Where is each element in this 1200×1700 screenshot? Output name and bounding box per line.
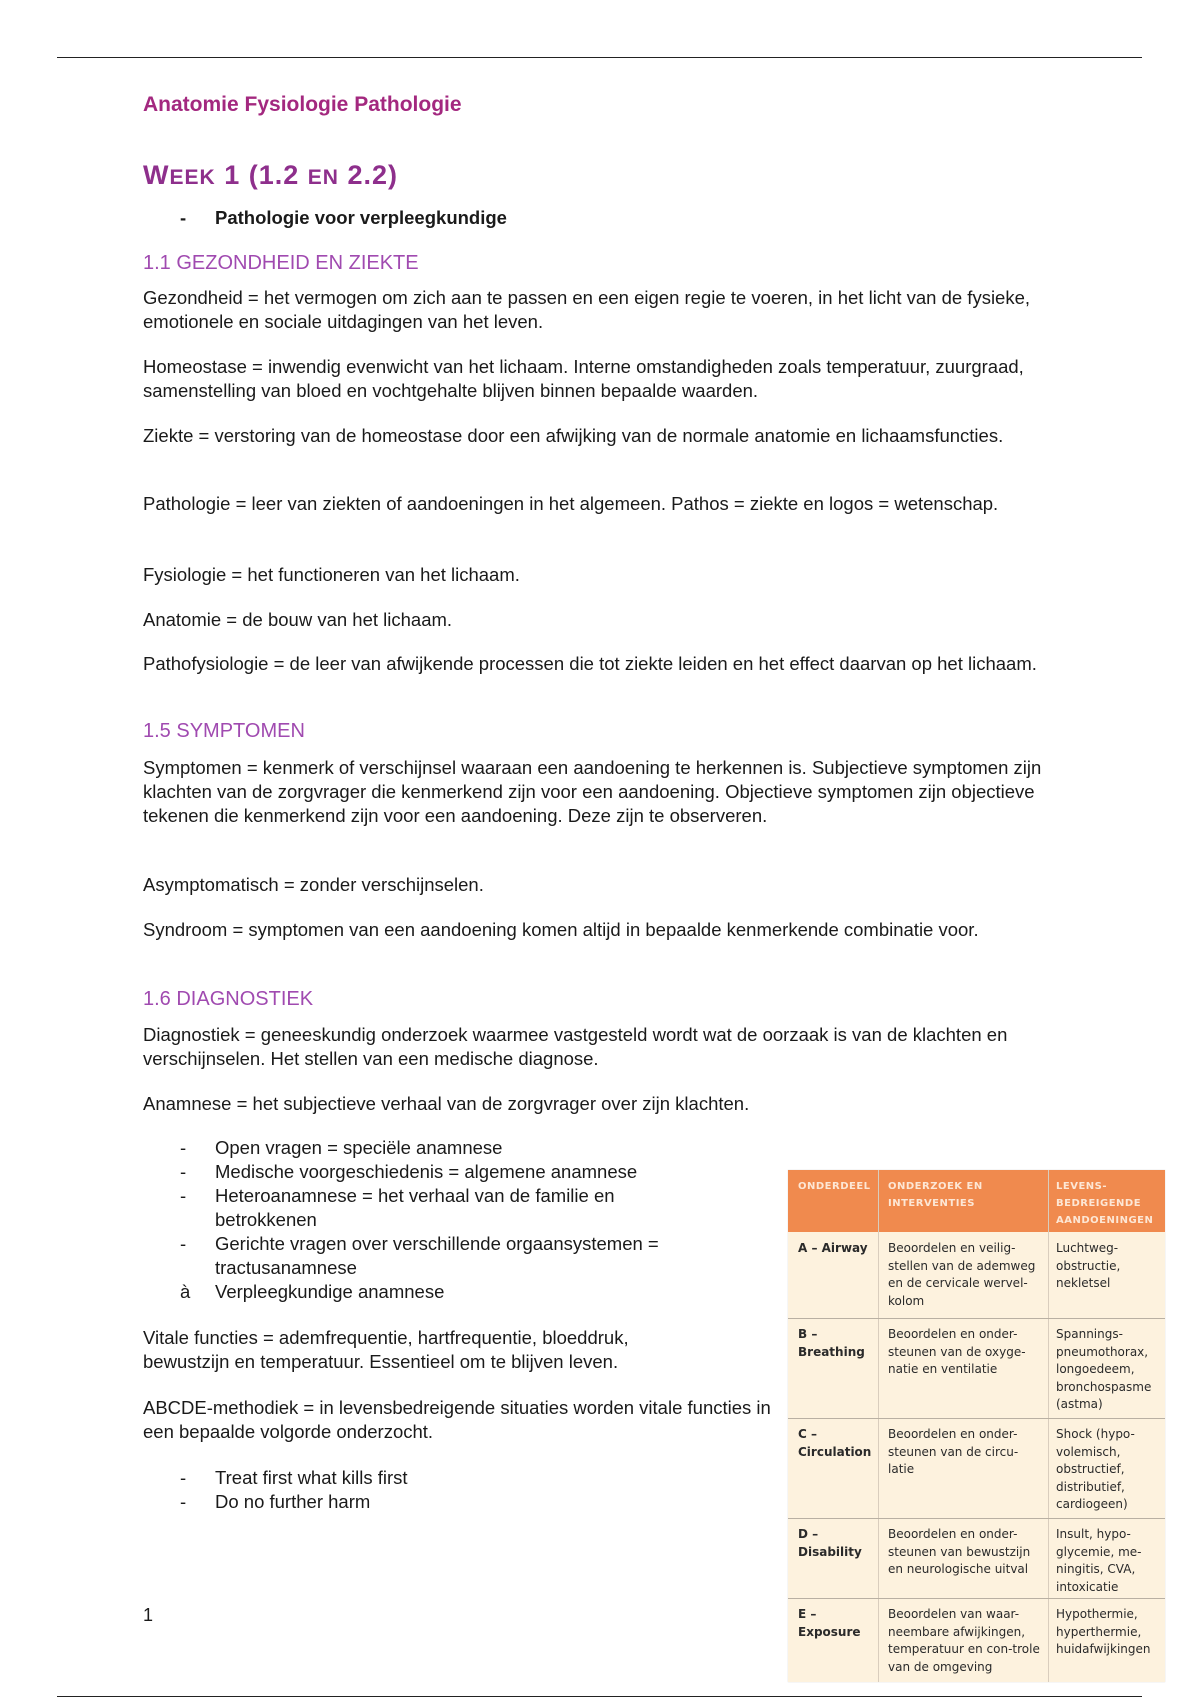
table-cell: Beoordelen en onder-steunen van bewustzijn en neurologische uitval — [888, 1527, 1031, 1576]
table-header-cell: ONDERDEEL — [798, 1181, 871, 1192]
paragraph-symptomen: Symptomen = kenmerk of verschijnsel waaraan een aandoening te herkennen is. Subjectieve symptomen zijn klachten van de zorgvrager die kenmerkend zijn voor een aandoening. Objectieve symptomen zijn objectieve tekenen die kenmerkend zijn voor een aandoening. Deze zijn te observeren. — [143, 757, 1042, 826]
table-cell: Luchtweg-obstructie, nekletsel — [1056, 1241, 1121, 1290]
table-cell: Shock (hypo-volemisch, obstructief, distributief, cardiogeen) — [1056, 1427, 1135, 1511]
table-cell: A – Airway — [798, 1241, 868, 1255]
table-cell: Spannings-pneumothorax, longoedeem, bronchospasme (astma) — [1056, 1327, 1152, 1411]
paragraph-pathofysiologie: Pathofysiologie = de leer van afwijkende processen die tot ziekte leiden en het effect daarvan op het lichaam. — [143, 653, 1037, 674]
paragraph-fysiologie: Fysiologie = het functioneren van het lichaam. — [143, 564, 520, 585]
table-cell: Hypothermie, hyperthermie, huidafwijkingen — [1056, 1607, 1151, 1656]
paragraph-homeostase: Homeostase = inwendig evenwicht van het lichaam. Interne omstandigheden zoals temperatuur, zuurgraad, samenstelling van bloed en vochtgehalte blijven binnen bepaalde waarden. — [143, 356, 1024, 401]
table-row — [788, 1518, 1165, 1598]
paragraph-anamnese: Anamnese = het subjectieve verhaal van de zorgvrager over zijn klachten. — [143, 1093, 750, 1114]
paragraph-syndroom: Syndroom = symptomen van een aandoening komen altijd in bepaalde kenmerkende combinatie voor. — [143, 919, 979, 940]
table-header — [788, 1170, 1165, 1232]
table-header-cell: ONDERZOEK EN INTERVENTIES — [888, 1181, 983, 1209]
table-cell: Beoordelen en onder-steunen van de oxyge-natie en ventilatie — [888, 1327, 1026, 1376]
abcde-table — [788, 1170, 1165, 1682]
paragraph-anatomie: Anatomie = de bouw van het lichaam. — [143, 609, 453, 630]
table-cell: D – Disability — [798, 1527, 862, 1559]
table-cell: Beoordelen en onder-steunen van de circu-latie — [888, 1427, 1019, 1476]
section-heading-gezondheid: 1.1 GEZONDHEID EN ZIEKTE — [143, 252, 419, 274]
paragraph-asymptomatisch: Asymptomatisch = zonder verschijnselen. — [143, 874, 484, 895]
table-cell: Beoordelen en veilig-stellen van de ademweg en de cervicale wervel-kolom — [888, 1241, 1036, 1308]
table-row — [788, 1598, 1165, 1682]
page-number: 1 — [143, 1605, 154, 1625]
table-cell: C – Circulation — [798, 1427, 872, 1459]
document-title: Anatomie Fysiologie Pathologie — [143, 93, 462, 116]
section-heading-diagnostiek: 1.6 DIAGNOSTIEK — [143, 988, 314, 1010]
header-rule — [57, 57, 1142, 58]
paragraph-vitale-functies: Vitale functies = ademfrequentie, hartfrequentie, bloeddruk, bewustzijn en temperatuur. Essentieel om te blijven leven. — [143, 1327, 629, 1372]
table-row — [788, 1318, 1165, 1418]
table-header-cell: LEVENS-BEDREIGENDE AANDOENINGEN — [1056, 1181, 1154, 1226]
week-heading: WEEK 1 (1.2 EN 2.2) — [143, 160, 398, 190]
paragraph-ziekte: Ziekte = verstoring van de homeostase door een afwijking van de normale anatomie en lichaamsfuncties. — [143, 425, 1004, 446]
paragraph-gezondheid: Gezondheid = het vermogen om zich aan te passen en een eigen regie te voeren, in het licht van de fysieke, emotionele en sociale uitdagingen van het leven. — [143, 287, 1031, 332]
footer-rule — [57, 1696, 1142, 1697]
table-cell: Beoordelen van waar-neembare afwijkingen, temperatuur en con-trole van de omgeving — [888, 1607, 1040, 1674]
section-heading-symptomen: 1.5 SYMPTOMEN — [143, 720, 305, 742]
paragraph-pathologie: Pathologie = leer van ziekten of aandoeningen in het algemeen. Pathos = ziekte en logos = wetenschap. — [143, 493, 999, 514]
table-cell: E – Exposure — [798, 1607, 861, 1639]
table-row — [788, 1418, 1165, 1518]
paragraph-abcde-methodiek: ABCDE-methodiek = in levensbedreigende situaties worden vitale functies in een bepaalde volgorde onderzocht. — [143, 1397, 771, 1442]
table-cell: Insult, hypo-glycemie, me-ningitis, CVA, intoxicatie — [1056, 1527, 1142, 1594]
paragraph-diagnostiek: Diagnostiek = geneeskundig onderzoek waarmee vastgesteld wordt wat de oorzaak is van de klachten en verschijnselen. Het stellen van een medische diagnose. — [143, 1024, 1008, 1069]
table-cell: B – Breathing — [798, 1327, 865, 1359]
table-row — [788, 1232, 1165, 1318]
